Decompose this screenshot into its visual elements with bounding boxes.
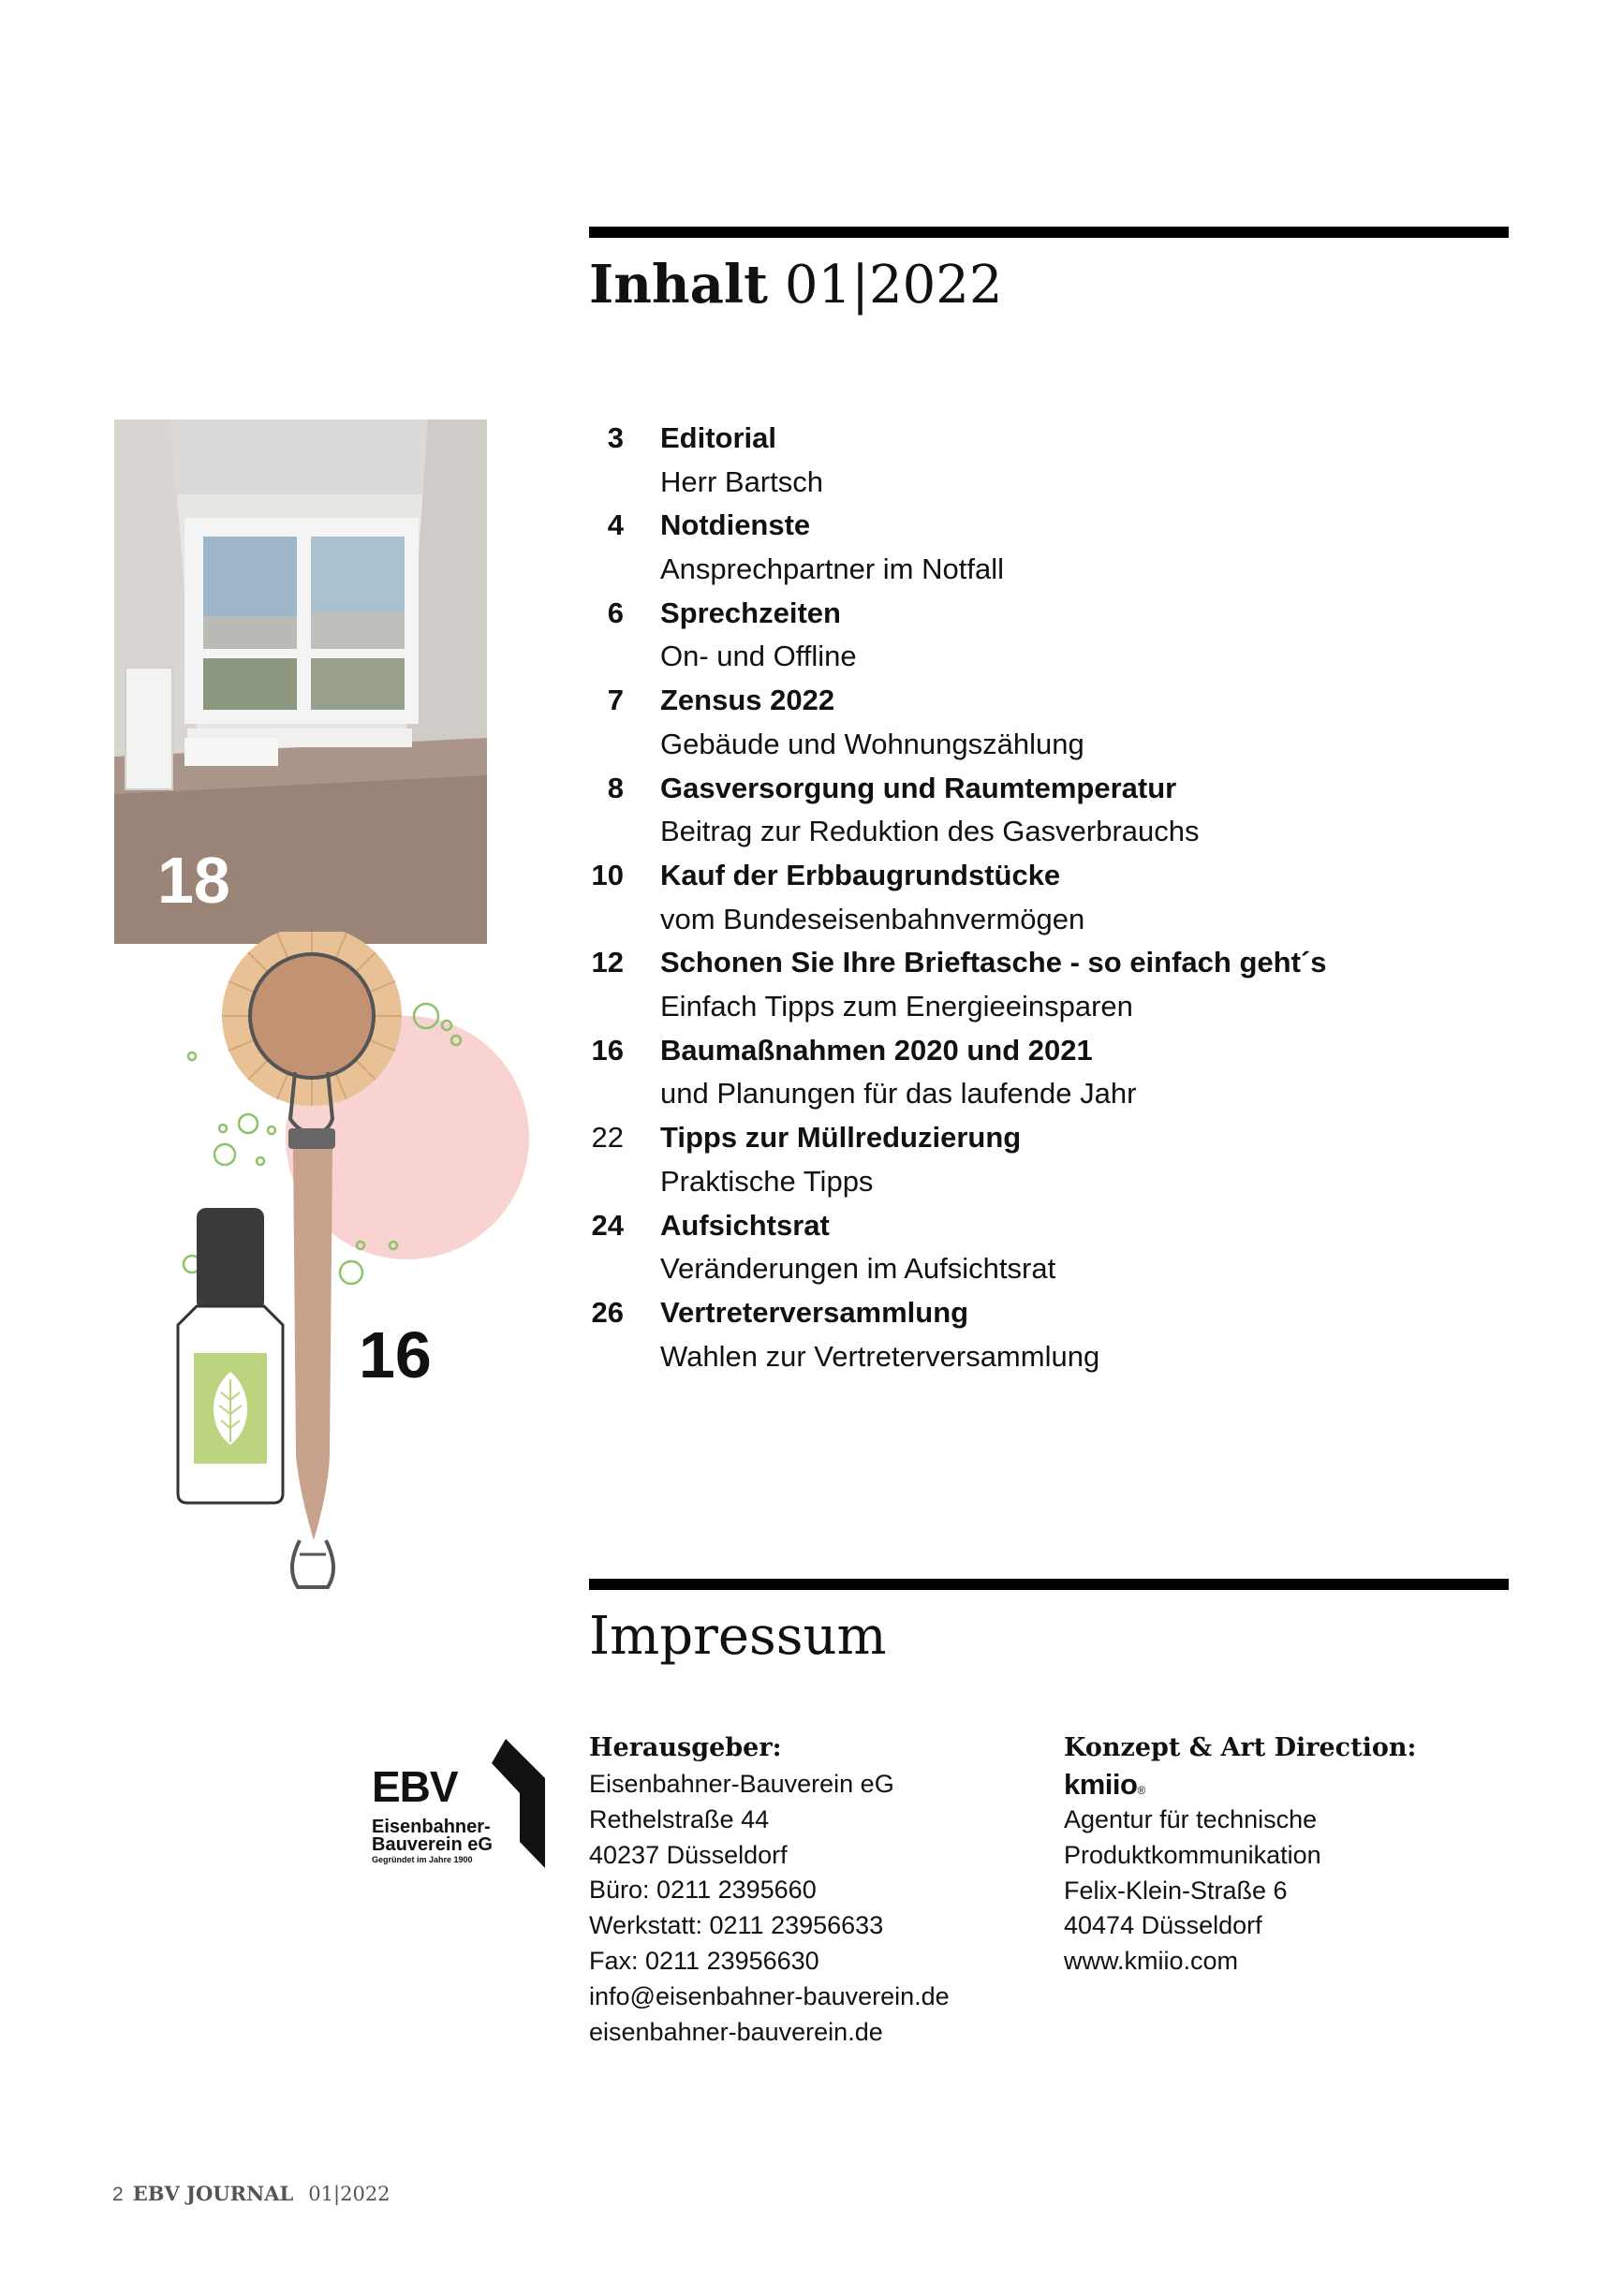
publisher-line: 40237 Düsseldorf	[589, 1840, 788, 1869]
toc-entry[interactable]	[562, 854, 1498, 941]
toc-entry[interactable]	[562, 941, 1498, 1028]
kmiio-logo-text: kmiio	[1064, 1768, 1138, 1801]
contents-top-rule	[589, 227, 1509, 238]
ebv-logo-letters: EBV	[372, 1762, 458, 1811]
toc-title: Editorial	[660, 421, 777, 454]
toc-entry[interactable]	[562, 1029, 1498, 1116]
publisher-line: eisenbahner-bauverein.de	[589, 2017, 883, 2046]
toc-title: Schonen Sie Ihre Brieftasche - so einfach geht´s	[660, 946, 1327, 979]
registered-mark-icon: ®	[1137, 1784, 1145, 1797]
page-footer	[112, 2184, 391, 2204]
table-of-contents	[562, 417, 1498, 1378]
toc-subtitle: Herr Bartsch	[660, 464, 823, 498]
publisher-address	[589, 1767, 950, 2050]
toc-page-number: 8	[607, 771, 624, 804]
ebv-logo-line1: Eisenbahner-	[372, 1817, 491, 1837]
contents-heading	[589, 254, 1003, 316]
illustration-brush-bottle	[169, 932, 543, 1606]
publisher-line: info@eisenbahner-bauverein.de	[589, 1981, 950, 2010]
toc-title: Tipps zur Müllreduzierung	[660, 1121, 1022, 1155]
toc-page-number: 16	[591, 1033, 624, 1067]
toc-title: Vertreterversammlung	[660, 1295, 969, 1329]
toc-title: Notdienste	[660, 508, 811, 542]
toc-page-number: 26	[591, 1295, 624, 1329]
toc-page-number: 4	[607, 508, 624, 542]
toc-title: Baumaßnahmen 2020 und 2021	[660, 1033, 1093, 1067]
toc-subtitle: On- und Offline	[660, 640, 857, 673]
ebv-logo	[370, 1737, 548, 1868]
toc-entry[interactable]	[562, 417, 1498, 504]
ebv-logo-line3: Gegründet im Jahre 1900	[372, 1855, 473, 1864]
toc-subtitle: Praktische Tipps	[660, 1164, 874, 1198]
publisher-line: Rethelstraße 44	[589, 1804, 770, 1833]
impressum-top-rule	[589, 1579, 1509, 1590]
agency-address	[1064, 1803, 1321, 1980]
illustration-page-number: 16	[359, 1318, 432, 1391]
toc-subtitle: Gebäude und Wohnungszählung	[660, 727, 1084, 760]
toc-page-number: 12	[591, 946, 624, 979]
ebv-logo-line2: Bauverein eG	[372, 1834, 493, 1855]
agency-line: Agentur für technische	[1064, 1805, 1318, 1833]
kmiio-logo	[1064, 1768, 1145, 1807]
toc-title: Gasversorgung und Raumtemperatur	[660, 771, 1177, 804]
toc-title: Aufsichtsrat	[660, 1208, 830, 1242]
toc-page-number: 7	[607, 684, 624, 717]
concept-label: Konzept & Art Direction:	[1064, 1733, 1417, 1762]
toc-subtitle: Veränderungen im Aufsichtsrat	[660, 1252, 1056, 1286]
toc-entry[interactable]	[562, 592, 1498, 679]
toc-entry[interactable]	[562, 504, 1498, 591]
contents-heading-bold: Inhalt	[589, 254, 769, 316]
toc-entry[interactable]	[562, 1116, 1498, 1203]
agency-line: 40474 Düsseldorf	[1064, 1911, 1262, 1940]
toc-entry[interactable]	[562, 767, 1498, 854]
publisher-label: Herausgeber:	[589, 1733, 782, 1762]
agency-line: www.kmiio.com	[1064, 1947, 1239, 1976]
contents-heading-issue: 01|2022	[784, 255, 1003, 316]
footer-journal-name: EBV JOURNAL	[132, 2182, 294, 2205]
publisher-line: Fax: 0211 23956630	[589, 1946, 819, 1975]
publisher-line: Werkstatt: 0211 23956633	[589, 1911, 884, 1940]
toc-entry[interactable]	[562, 679, 1498, 766]
toc-title: Kauf der Erbbaugrundstücke	[660, 858, 1061, 891]
toc-page-number: 6	[607, 596, 624, 629]
toc-subtitle: vom Bundeseisenbahnvermögen	[660, 902, 1085, 935]
publisher-line: Eisenbahner-Bauverein eG	[589, 1770, 894, 1798]
footer-edition: 01|2022	[308, 2183, 391, 2205]
impressum-heading: Impressum	[589, 1606, 887, 1667]
toc-entry[interactable]	[562, 1204, 1498, 1291]
toc-subtitle: Einfach Tipps zum Energieeinsparen	[660, 990, 1133, 1023]
footer-page-number: 2	[112, 2184, 124, 2205]
toc-subtitle: Ansprechpartner im Notfall	[660, 552, 1004, 586]
publisher-line: Büro: 0211 2395660	[589, 1876, 817, 1905]
toc-subtitle: Beitrag zur Reduktion des Gasverbrauchs	[660, 815, 1200, 848]
toc-page-number: 10	[591, 858, 624, 891]
toc-page-number: 22	[591, 1121, 624, 1155]
agency-line: Felix-Klein-Straße 6	[1064, 1876, 1288, 1905]
teaser-photo-page-number: 18	[157, 844, 230, 917]
toc-entry[interactable]	[562, 1291, 1498, 1378]
toc-title: Zensus 2022	[660, 684, 835, 717]
agency-line: Produktkommunikation	[1064, 1840, 1321, 1869]
toc-subtitle: und Planungen für das laufende Jahr	[660, 1077, 1137, 1111]
toc-subtitle: Wahlen zur Vertreterversammlung	[660, 1339, 1100, 1373]
toc-title: Sprechzeiten	[660, 596, 841, 629]
toc-page-number: 24	[591, 1208, 624, 1242]
toc-page-number: 3	[607, 421, 624, 454]
